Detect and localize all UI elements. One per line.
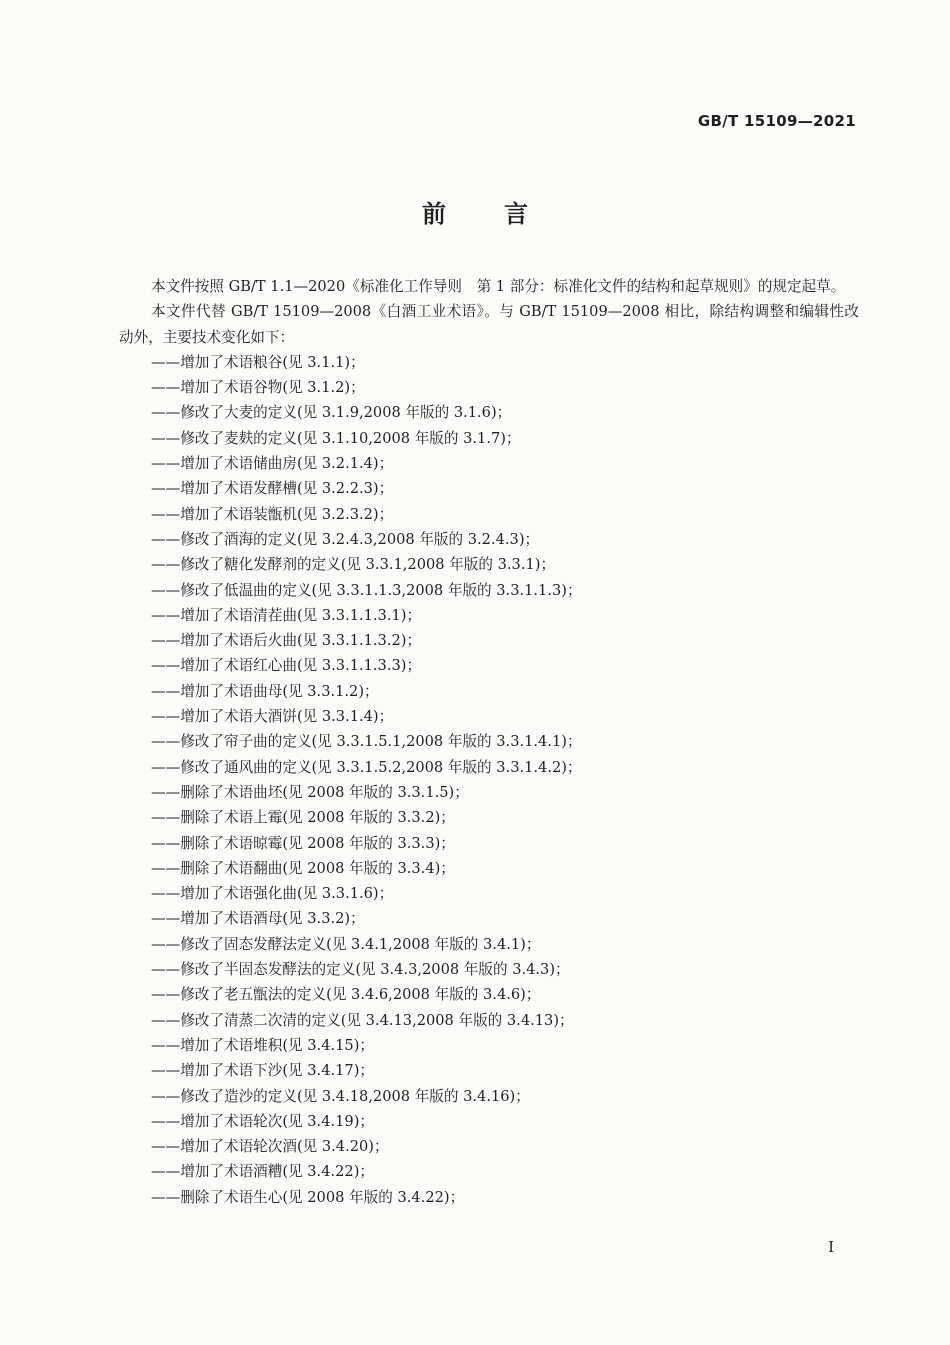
document-body bbox=[119, 274, 859, 1210]
list-item: ——修改了帘子曲的定义(见 3.3.1.5.1,2008 年版的 3.3.1.4.1)； bbox=[151, 733, 582, 751]
list-item: ——增加了术语发酵槽(见 3.2.2.3)； bbox=[151, 480, 394, 498]
page-title: 前言 bbox=[422, 200, 586, 228]
list-item: ——删除了术语生心(见 2008 年版的 3.4.22)； bbox=[151, 1188, 465, 1206]
list-item: ——增加了术语谷物(见 3.1.2)； bbox=[151, 379, 365, 397]
list-item: ——修改了麦麸的定义(见 3.1.10,2008 年版的 3.1.7)； bbox=[151, 429, 521, 447]
list-item: ——删除了术语翻曲(见 2008 年版的 3.3.4)； bbox=[151, 859, 455, 877]
list-item: ——修改了通风曲的定义(见 3.3.1.5.2,2008 年版的 3.3.1.4.2)； bbox=[151, 758, 582, 776]
list-item: ——修改了固态发酵法定义(见 3.4.1,2008 年版的 3.4.1)； bbox=[151, 935, 541, 953]
list-item: ——增加了术语酒母(见 3.3.2)； bbox=[151, 910, 365, 928]
list-item: ——增加了术语红心曲(见 3.3.1.1.3.3)； bbox=[151, 657, 422, 675]
list-item: ——增加了术语强化曲(见 3.3.1.6)； bbox=[151, 885, 394, 903]
list-item: ——增加了术语后火曲(见 3.3.1.1.3.2)； bbox=[151, 632, 422, 650]
list-item: ——修改了低温曲的定义(见 3.3.1.1.3,2008 年版的 3.3.1.1.3)； bbox=[151, 581, 582, 599]
page-number: I bbox=[828, 1238, 834, 1256]
list-item: ——增加了术语粮谷(见 3.1.1)； bbox=[151, 353, 365, 371]
paragraph-replacement: 本文件代替 GB/T 15109—2008《白酒工业术语》。与 GB/T 15109—2008 相比，除结构调整和编辑性改动外，主要技术变化如下： bbox=[119, 303, 859, 346]
standard-code: GB/T 15109—2021 bbox=[697, 112, 856, 130]
list-item: ——增加了术语储曲房(见 3.2.1.4)； bbox=[151, 455, 394, 473]
list-item: ——增加了术语曲母(见 3.3.1.2)； bbox=[151, 682, 379, 700]
list-item: ——修改了酒海的定义(见 3.2.4.3,2008 年版的 3.2.4.3)； bbox=[151, 530, 540, 548]
list-item: ——修改了半固态发酵法的定义(见 3.4.3,2008 年版的 3.4.3)； bbox=[151, 961, 570, 979]
list-item: ——增加了术语酒糟(见 3.4.22)； bbox=[151, 1163, 374, 1181]
list-item: ——修改了造沙的定义(见 3.4.18,2008 年版的 3.4.16)； bbox=[151, 1087, 530, 1105]
list-item: ——增加了术语轮次(见 3.4.19)； bbox=[151, 1112, 374, 1130]
list-item: ——增加了术语堆积(见 3.4.15)； bbox=[151, 1036, 374, 1054]
list-item: ——增加了术语轮次酒(见 3.4.20)； bbox=[151, 1138, 389, 1156]
list-item: ——删除了术语曲坯(见 2008 年版的 3.3.1.5)； bbox=[151, 783, 469, 801]
list-item: ——修改了清蒸二次清的定义(见 3.4.13,2008 年版的 3.4.13)； bbox=[151, 1011, 574, 1029]
list-item: ——修改了糖化发酵剂的定义(见 3.3.1,2008 年版的 3.3.1)； bbox=[151, 556, 556, 574]
list-item: ——修改了老五甑法的定义(见 3.4.6,2008 年版的 3.4.6)； bbox=[151, 986, 541, 1004]
list-item: ——增加了术语清茬曲(见 3.3.1.1.3.1)； bbox=[151, 606, 422, 624]
list-item: ——增加了术语下沙(见 3.4.17)； bbox=[151, 1062, 374, 1080]
list-item: ——增加了术语装甑机(见 3.2.3.2)； bbox=[151, 505, 394, 523]
list-item: ——删除了术语晾霉(见 2008 年版的 3.3.3)； bbox=[151, 834, 455, 852]
paragraph-drafting-rule: 本文件按照 GB/T 1.1—2020《标准化工作导则 第 1 部分：标准化文件的结构和起草规则》的规定起草。 bbox=[151, 278, 846, 295]
technical-changes-list bbox=[119, 350, 859, 1210]
list-item: ——修改了大麦的定义(见 3.1.9,2008 年版的 3.1.6)； bbox=[151, 404, 512, 422]
list-item: ——增加了术语大酒饼(见 3.3.1.4)； bbox=[151, 708, 394, 726]
list-item: ——删除了术语上霉(见 2008 年版的 3.3.2)； bbox=[151, 809, 455, 827]
